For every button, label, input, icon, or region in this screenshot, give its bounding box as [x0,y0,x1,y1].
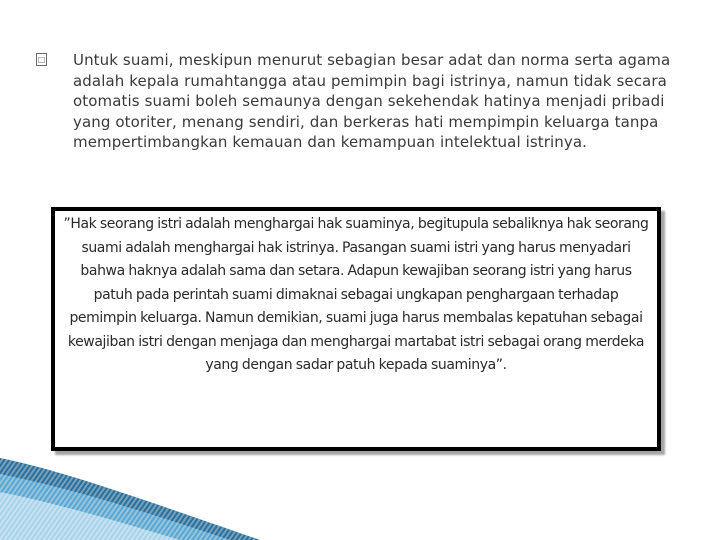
quote-box [51,207,661,451]
bullet-box-icon: □ [37,55,46,64]
bullet-text: Untuk suami, meskipun menurut sebagian besar adat dan norma serta agama adalah kepala rumahtangga atau pemimpin bagi istrinya, namun tidak secara otomatis suami boleh semaunya dengan sekehendak hatinya menjadi pribadi yang otoriter, menang sendiri, dan berkeras hati mempimpin keluarga tanpa mempertimbangkan kemauan dan kemampuan intelektual istrinya. [73,51,671,151]
quote-text: ”Hak seorang istri adalah menghargai hak suaminya, begitupula sebaliknya hak seorang suami adalah menghargai hak istrinya. Pasangan suami istri yang harus menyadari bahwa haknya adalah sama dan setara. Adapun kewajiban seorang istri yang harus patuh pada perintah suami dimaknai sebagai ungkapan penghargaan terhadap pemimpin keluarga. Namun demikian, suami juga harus membalas kepatuhan sebagai kewajiban istri dengan menjaga dan menghargai martabat istri sebagai orang merdeka yang dengan sadar patuh kepada suaminya”. [63,216,649,373]
wave-hatch [0,458,260,540]
corner-wave-decoration [0,440,260,540]
